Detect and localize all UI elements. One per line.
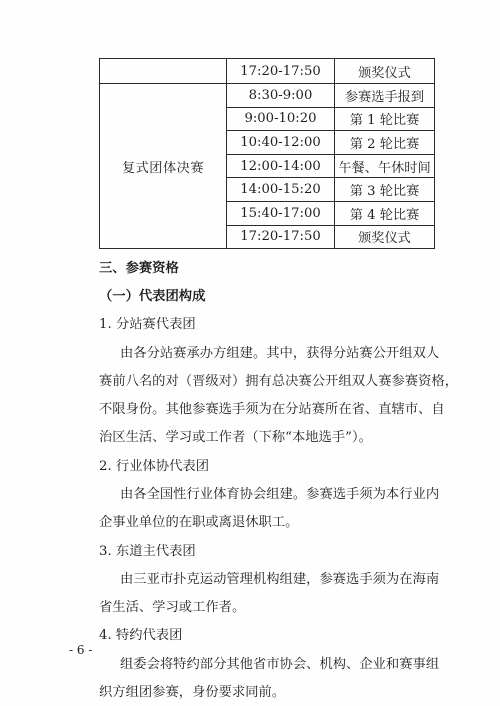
item-title: 2. 行业体协代表团 bbox=[99, 459, 209, 474]
table-cell-event: 颁奖仪式 bbox=[335, 225, 435, 249]
table-cell-time: 12:00-14:00 bbox=[227, 154, 335, 178]
table-row bbox=[100, 59, 435, 84]
item-title: 4. 特约代表团 bbox=[99, 628, 183, 643]
paragraph-line: 治区生活、学习或工作者（下称“本地选手”）。 bbox=[99, 430, 372, 445]
table-cell-event: 参赛选手报到 bbox=[335, 84, 435, 108]
paragraph-line: 织方组团参赛，身份要求同前。 bbox=[99, 685, 286, 700]
item-title: 1. 分站赛代表团 bbox=[99, 317, 196, 332]
table-cell-time: 17:20-17:50 bbox=[227, 225, 335, 249]
paragraph-line: 由各分站赛承办方组建。其中，获得分站赛公开组双人 bbox=[120, 346, 440, 361]
table-cell-time: 9:00-10:20 bbox=[227, 107, 335, 131]
table-row bbox=[100, 84, 435, 108]
paragraph-line: 赛前八名的对（晋级对）拥有总决赛公开组双人赛参赛资格， bbox=[99, 374, 459, 389]
table-cell-time: 10:40-12:00 bbox=[227, 131, 335, 155]
paragraph-line: 由三亚市扑克运动管理机构组建，参赛选手须为在海南 bbox=[120, 572, 440, 587]
table-cell-empty bbox=[100, 59, 227, 84]
table-cell-event: 第 2 轮比赛 bbox=[335, 131, 435, 155]
table-cell-time: 17:20-17:50 bbox=[227, 59, 335, 84]
table-cell-time: 14:00-15:20 bbox=[227, 178, 335, 202]
table-cell-time: 15:40-17:00 bbox=[227, 201, 335, 225]
schedule-table bbox=[99, 58, 435, 249]
table-cell-time: 8:30-9:00 bbox=[227, 84, 335, 108]
table-cell-event: 第 1 轮比赛 bbox=[335, 107, 435, 131]
paragraph-line: 组委会将特约部分其他省市协会、机构、企业和赛事组 bbox=[120, 657, 440, 672]
section-heading: 三、参赛资格 bbox=[99, 261, 179, 276]
paragraph-line: 企事业单位的在职或离退休职工。 bbox=[99, 515, 299, 530]
subsection-heading: （一）代表团构成 bbox=[99, 289, 206, 304]
table-cell-event: 第 3 轮比赛 bbox=[335, 178, 435, 202]
table-cell-event: 午餐、午休时间 bbox=[335, 154, 435, 178]
page-number: - 6 - bbox=[69, 643, 93, 657]
paragraph-line: 省生活、学习或工作者。 bbox=[99, 600, 246, 615]
table-cell-event: 第 4 轮比赛 bbox=[335, 201, 435, 225]
table-group-label: 复式团体决赛 bbox=[100, 84, 227, 249]
table-cell-event: 颁奖仪式 bbox=[335, 59, 435, 84]
paragraph-line: 不限身份。其他参赛选手须为在分站赛所在省、直辖市、自 bbox=[99, 402, 445, 417]
item-title: 3. 东道主代表团 bbox=[99, 544, 196, 559]
paragraph-line: 由各全国性行业体育协会组建。参赛选手须为本行业内 bbox=[120, 487, 440, 502]
